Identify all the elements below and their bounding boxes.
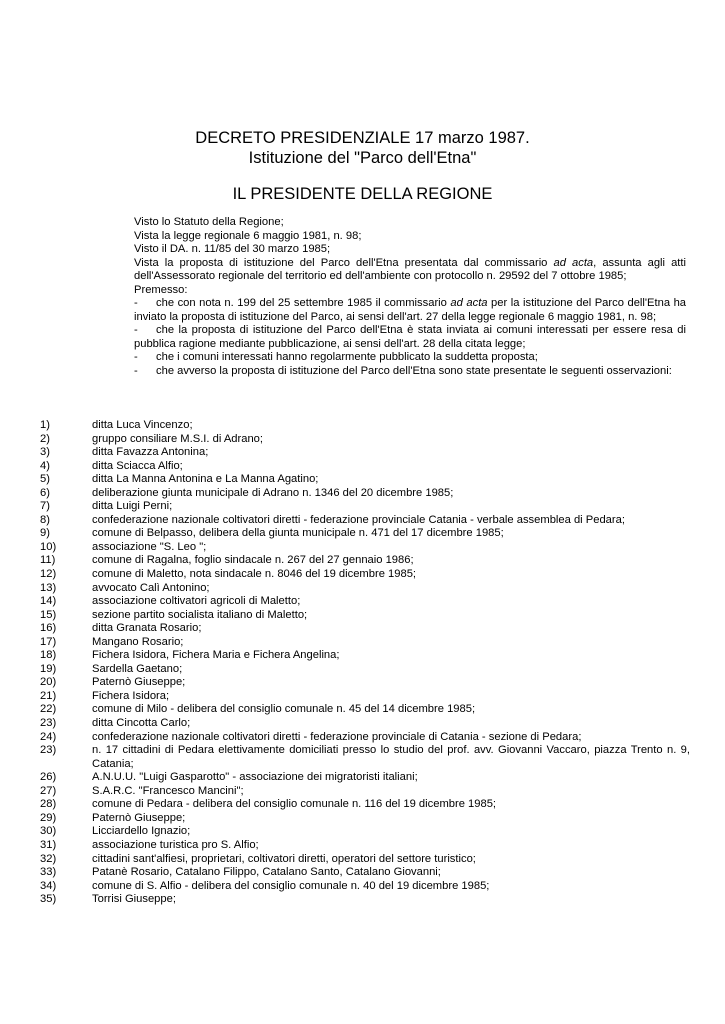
observation-text: comune di Belpasso, delibera della giunta municipale n. 471 del 17 dicembre 1985; bbox=[92, 527, 504, 540]
observation-text: Patanè Rosario, Catalano Filippo, Catalano Santo, Catalano Giovanni; bbox=[92, 866, 441, 879]
observation-item bbox=[40, 514, 690, 528]
observation-item bbox=[40, 893, 690, 907]
observation-number: 23) bbox=[40, 717, 57, 730]
observation-number: 4) bbox=[40, 459, 50, 472]
observation-number: 9) bbox=[40, 527, 50, 540]
observation-text: associazione "S. Leo "; bbox=[92, 540, 207, 553]
observation-text: comune di Milo - delibera del consiglio comunale n. 45 del 14 dicembre 1985; bbox=[92, 703, 476, 716]
observation-text: confederazione nazionale coltivatori diretti - federazione provinciale Catania - verbale assemblea di Pedara; bbox=[92, 513, 625, 526]
observation-item bbox=[40, 460, 690, 474]
observation-number: 14) bbox=[40, 595, 57, 608]
observation-number: 35) bbox=[40, 893, 57, 906]
dash-bullet: - bbox=[134, 324, 138, 337]
observation-text: ditta Sciacca Alfio; bbox=[92, 459, 183, 472]
observation-item bbox=[40, 785, 690, 799]
observation-text: comune di Ragalna, foglio sindacale n. 267 del 27 gennaio 1986; bbox=[92, 554, 414, 567]
preamble bbox=[134, 216, 686, 379]
observation-number: 10) bbox=[40, 540, 57, 553]
observation-item bbox=[40, 853, 690, 867]
observation-text: A.N.U.U. "Luigi Gasparotto" - associazione dei migratoristi italiani; bbox=[92, 771, 418, 784]
observation-item bbox=[40, 554, 690, 568]
premise-item bbox=[134, 365, 686, 379]
text-run: che i comuni interessati hanno regolarmente pubblicato la suddetta proposta; bbox=[156, 351, 538, 364]
decree-subtitle: Istituzione del "Parco dell'Etna" bbox=[248, 149, 477, 167]
observation-item bbox=[40, 866, 690, 880]
observation-item bbox=[40, 649, 690, 663]
observation-number: 30) bbox=[40, 825, 57, 838]
observation-text: Sardella Gaetano; bbox=[92, 662, 183, 675]
observation-text: associazione coltivatori agricoli di Maletto; bbox=[92, 595, 301, 608]
observation-text: ditta La Manna Antonina e La Manna Agatino; bbox=[92, 473, 319, 486]
observation-number: 5) bbox=[40, 473, 50, 486]
observation-text: Torrisi Giuseppe; bbox=[92, 893, 176, 906]
observation-item bbox=[40, 568, 690, 582]
observation-text: cittadini sant'alfiesi, proprietari, coltivatori diretti, operatori del settore turistico; bbox=[92, 852, 476, 865]
observation-item bbox=[40, 744, 690, 771]
observation-number: 8) bbox=[40, 513, 50, 526]
observation-number: 18) bbox=[40, 649, 57, 662]
preamble-da: Visto il DA. n. 11/85 del 30 marzo 1985; bbox=[134, 243, 331, 256]
preamble-legge: Vista la legge regionale 6 maggio 1981, n. 98; bbox=[134, 229, 362, 242]
observation-item bbox=[40, 541, 690, 555]
observation-item bbox=[40, 798, 690, 812]
premise-item bbox=[134, 297, 686, 324]
observation-item bbox=[40, 433, 690, 447]
dash-bullet: - bbox=[134, 297, 138, 310]
observation-number: 33) bbox=[40, 866, 57, 879]
observation-number: 32) bbox=[40, 852, 57, 865]
observation-item bbox=[40, 487, 690, 501]
observation-item bbox=[40, 676, 690, 690]
premise-item bbox=[134, 324, 686, 351]
observation-item bbox=[40, 446, 690, 460]
italic-run: ad acta bbox=[553, 256, 594, 269]
observation-text: sezione partito socialista italiano di Maletto; bbox=[92, 608, 308, 621]
observation-text: ditta Favazza Antonina; bbox=[92, 446, 209, 459]
observation-number: 19) bbox=[40, 662, 57, 675]
observation-number: 34) bbox=[40, 879, 57, 892]
observation-item bbox=[40, 473, 690, 487]
observation-number: 28) bbox=[40, 798, 57, 811]
observation-item bbox=[40, 703, 690, 717]
observation-text: Paternò Giuseppe; bbox=[92, 676, 186, 689]
text-run: che la proposta di istituzione del Parco dell'Etna è stata inviata ai comuni interessati per essere resa di pubblica ragione mediante pubblicazione, ai sensi dell'art. 28 della citata legge; bbox=[134, 324, 686, 350]
preamble-premesso: Premesso: bbox=[134, 283, 188, 296]
observation-text: confederazione nazionale coltivatori diretti - federazione provinciale di Catania - sezione di Pedara; bbox=[92, 730, 582, 743]
observation-number: 22) bbox=[40, 703, 57, 716]
observation-item bbox=[40, 663, 690, 677]
observation-number: 26) bbox=[40, 771, 57, 784]
observation-number: 31) bbox=[40, 838, 57, 851]
observation-text: Paternò Giuseppe; bbox=[92, 811, 186, 824]
observation-number: 11) bbox=[40, 554, 56, 567]
observation-text: comune di Pedara - delibera del consiglio comunale n. 116 del 19 dicembre 1985; bbox=[92, 798, 497, 811]
text-run: che con nota n. 199 del 25 settembre 1985 il commissario bbox=[156, 297, 451, 310]
observation-text: ditta Luca Vincenzo; bbox=[92, 419, 193, 431]
observation-number: 13) bbox=[40, 581, 57, 594]
observation-item bbox=[40, 500, 690, 514]
observation-text: avvocato Calì Antonino; bbox=[92, 581, 210, 594]
text-run: per la istituzione del Parco dell'Etna ha inviato la proposta di istituzione del Parco, ai sensi dell'art. 27 della legge regionale 6 maggio 1981, n. 98; bbox=[134, 297, 687, 323]
observation-number: 16) bbox=[40, 622, 57, 635]
text-run: , assunta agli atti dell'Assessorato regionale del territorio ed dell'ambiente con protocollo n. 29592 del 7 ottobre 1985; bbox=[134, 256, 687, 283]
observation-number: 6) bbox=[40, 486, 50, 499]
observation-number: 27) bbox=[40, 784, 57, 797]
observation-number: 29) bbox=[40, 811, 57, 824]
observation-item bbox=[40, 717, 690, 731]
observation-text: Fichera Isidora, Fichera Maria e Fichera Angelina; bbox=[92, 649, 340, 662]
observation-item bbox=[40, 527, 690, 541]
observation-item bbox=[40, 839, 690, 853]
observation-text: ditta Granata Rosario; bbox=[92, 622, 202, 635]
observation-number: 21) bbox=[40, 689, 57, 702]
observation-text: gruppo consiliare M.S.I. di Adrano; bbox=[92, 432, 264, 445]
observation-number: 1) bbox=[40, 419, 50, 431]
observation-number: 20) bbox=[40, 676, 57, 689]
observation-item bbox=[40, 812, 690, 826]
preamble-statuto: Visto lo Statuto della Regione; bbox=[134, 216, 284, 228]
section-heading: IL PRESIDENTE DELLA REGIONE bbox=[232, 185, 493, 203]
observation-number: 24) bbox=[40, 730, 57, 743]
observation-item bbox=[40, 825, 690, 839]
premise-item bbox=[134, 351, 686, 365]
observation-item bbox=[40, 622, 690, 636]
observation-item bbox=[40, 419, 690, 433]
observation-item bbox=[40, 595, 690, 609]
preamble-proposta bbox=[134, 257, 686, 284]
observation-number: 17) bbox=[40, 635, 57, 648]
observation-number: 23) bbox=[40, 744, 57, 757]
observation-item bbox=[40, 880, 690, 894]
dash-bullet: - bbox=[134, 365, 138, 378]
observation-text: Mangano Rosario; bbox=[92, 635, 184, 648]
decree-title: DECRETO PRESIDENZIALE 17 marzo 1987. bbox=[195, 129, 530, 147]
observation-item bbox=[40, 690, 690, 704]
observation-text: deliberazione giunta municipale di Adrano n. 1346 del 20 dicembre 1985; bbox=[92, 486, 454, 499]
dash-bullet: - bbox=[134, 351, 138, 364]
observation-number: 7) bbox=[40, 500, 50, 513]
observation-item bbox=[40, 731, 690, 745]
observation-text: ditta Cincotta Carlo; bbox=[92, 717, 191, 730]
observation-text: Licciardello Ignazio; bbox=[92, 825, 191, 838]
observation-item bbox=[40, 582, 690, 596]
observation-text: n. 17 cittadini di Pedara elettivamente domiciliati presso lo studio del prof. avv. Giovanni Vaccaro, piazza Trento n. 9, Catania; bbox=[92, 744, 690, 770]
observation-text: comune di S. Alfio - delibera del consiglio comunale n. 40 del 19 dicembre 1985; bbox=[92, 879, 490, 892]
observation-item bbox=[40, 609, 690, 623]
observation-text: S.A.R.C. "Francesco Mancini"; bbox=[92, 784, 244, 797]
observation-number: 15) bbox=[40, 608, 57, 621]
italic-run: ad acta bbox=[450, 297, 488, 310]
observation-number: 12) bbox=[40, 568, 57, 581]
observation-text: comune di Maletto, nota sindacale n. 8046 del 19 dicembre 1985; bbox=[92, 568, 417, 581]
text-run: che avverso la proposta di istituzione del Parco dell'Etna sono state presentate le seguenti osservazioni: bbox=[156, 365, 672, 378]
observations-list bbox=[40, 419, 690, 907]
observation-item bbox=[40, 636, 690, 650]
observation-item bbox=[40, 771, 690, 785]
observation-text: ditta Luigi Perni; bbox=[92, 500, 173, 513]
observation-text: associazione turistica pro S. Alfio; bbox=[92, 838, 259, 851]
text-run: Vista la proposta di istituzione del Parco dell'Etna presentata dal commissario bbox=[134, 256, 554, 269]
observation-number: 2) bbox=[40, 432, 50, 445]
observation-number: 3) bbox=[40, 446, 50, 459]
observation-text: Fichera Isidora; bbox=[92, 689, 170, 702]
